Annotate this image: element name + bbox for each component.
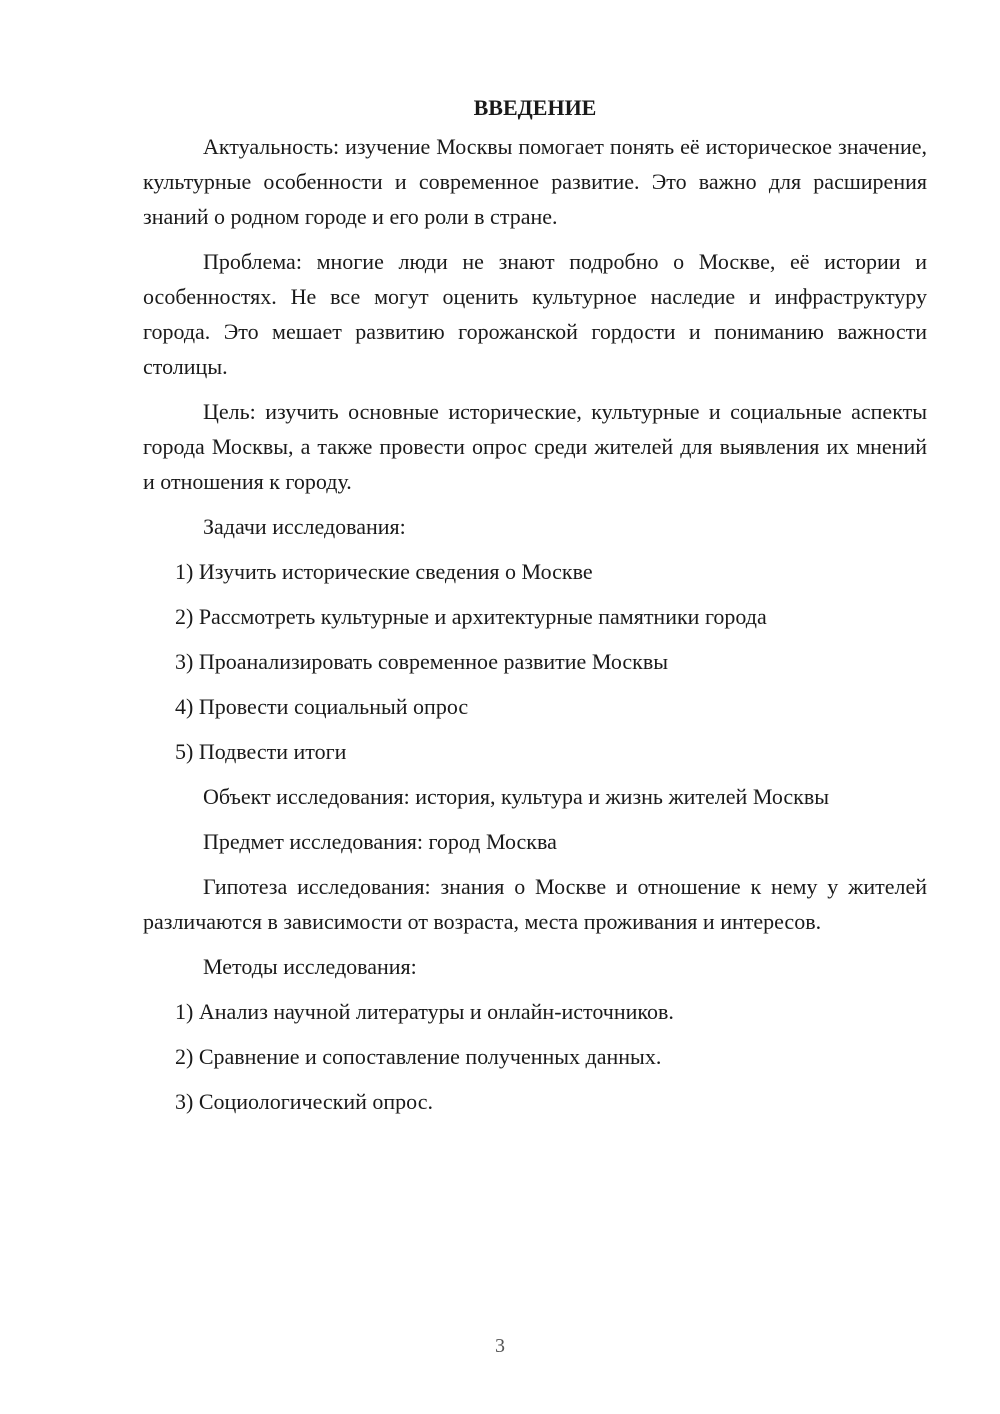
task-item: 2) Рассмотреть культурные и архитектурные памятники города	[175, 604, 767, 629]
relevance-paragraph: Актуальность: изучение Москвы помогает понять её историческое значение, культурные особенности и современное развитие. Это важно для расширения знаний о родном городе и его роли в стране.	[143, 134, 927, 229]
task-item: 4) Провести социальный опрос	[175, 694, 469, 719]
methods-heading: Методы исследования:	[203, 954, 417, 979]
method-item: 2) Сравнение и сопоставление полученных данных.	[175, 1044, 662, 1069]
task-item: 1) Изучить исторические сведения о Москве	[175, 559, 593, 584]
object-paragraph: Объект исследования: история, культура и жизнь жителей Москвы	[203, 784, 830, 809]
section-title: ВВЕДЕНИЕ	[473, 95, 597, 120]
tasks-list	[143, 554, 927, 769]
problem-paragraph: Проблема: многие люди не знают подробно о Москве, её истории и особенностях. Не все могут оценить культурное наследие и инфраструктуру города. Это мешает развитию горожанской гордости и пониманию важности столицы.	[143, 249, 927, 379]
subject-paragraph: Предмет исследования: город Москва	[203, 829, 557, 854]
page-number: 3	[495, 1335, 505, 1357]
task-item: 3) Проанализировать современное развитие Москвы	[175, 649, 669, 674]
page-body	[143, 90, 927, 1129]
goal-paragraph: Цель: изучить основные исторические, культурные и социальные аспекты города Москвы, а также провести опрос среди жителей для выявления их мнений и отношения к городу.	[143, 399, 927, 494]
tasks-heading: Задачи исследования:	[203, 514, 406, 539]
method-item: 1) Анализ научной литературы и онлайн-источников.	[175, 999, 674, 1024]
task-item: 5) Подвести итоги	[175, 739, 347, 764]
methods-list	[143, 994, 927, 1119]
hypothesis-paragraph: Гипотеза исследования: знания о Москве и отношение к нему у жителей различаются в зависимости от возраста, места проживания и интересов.	[143, 874, 927, 934]
method-item: 3) Социологический опрос.	[175, 1089, 433, 1114]
